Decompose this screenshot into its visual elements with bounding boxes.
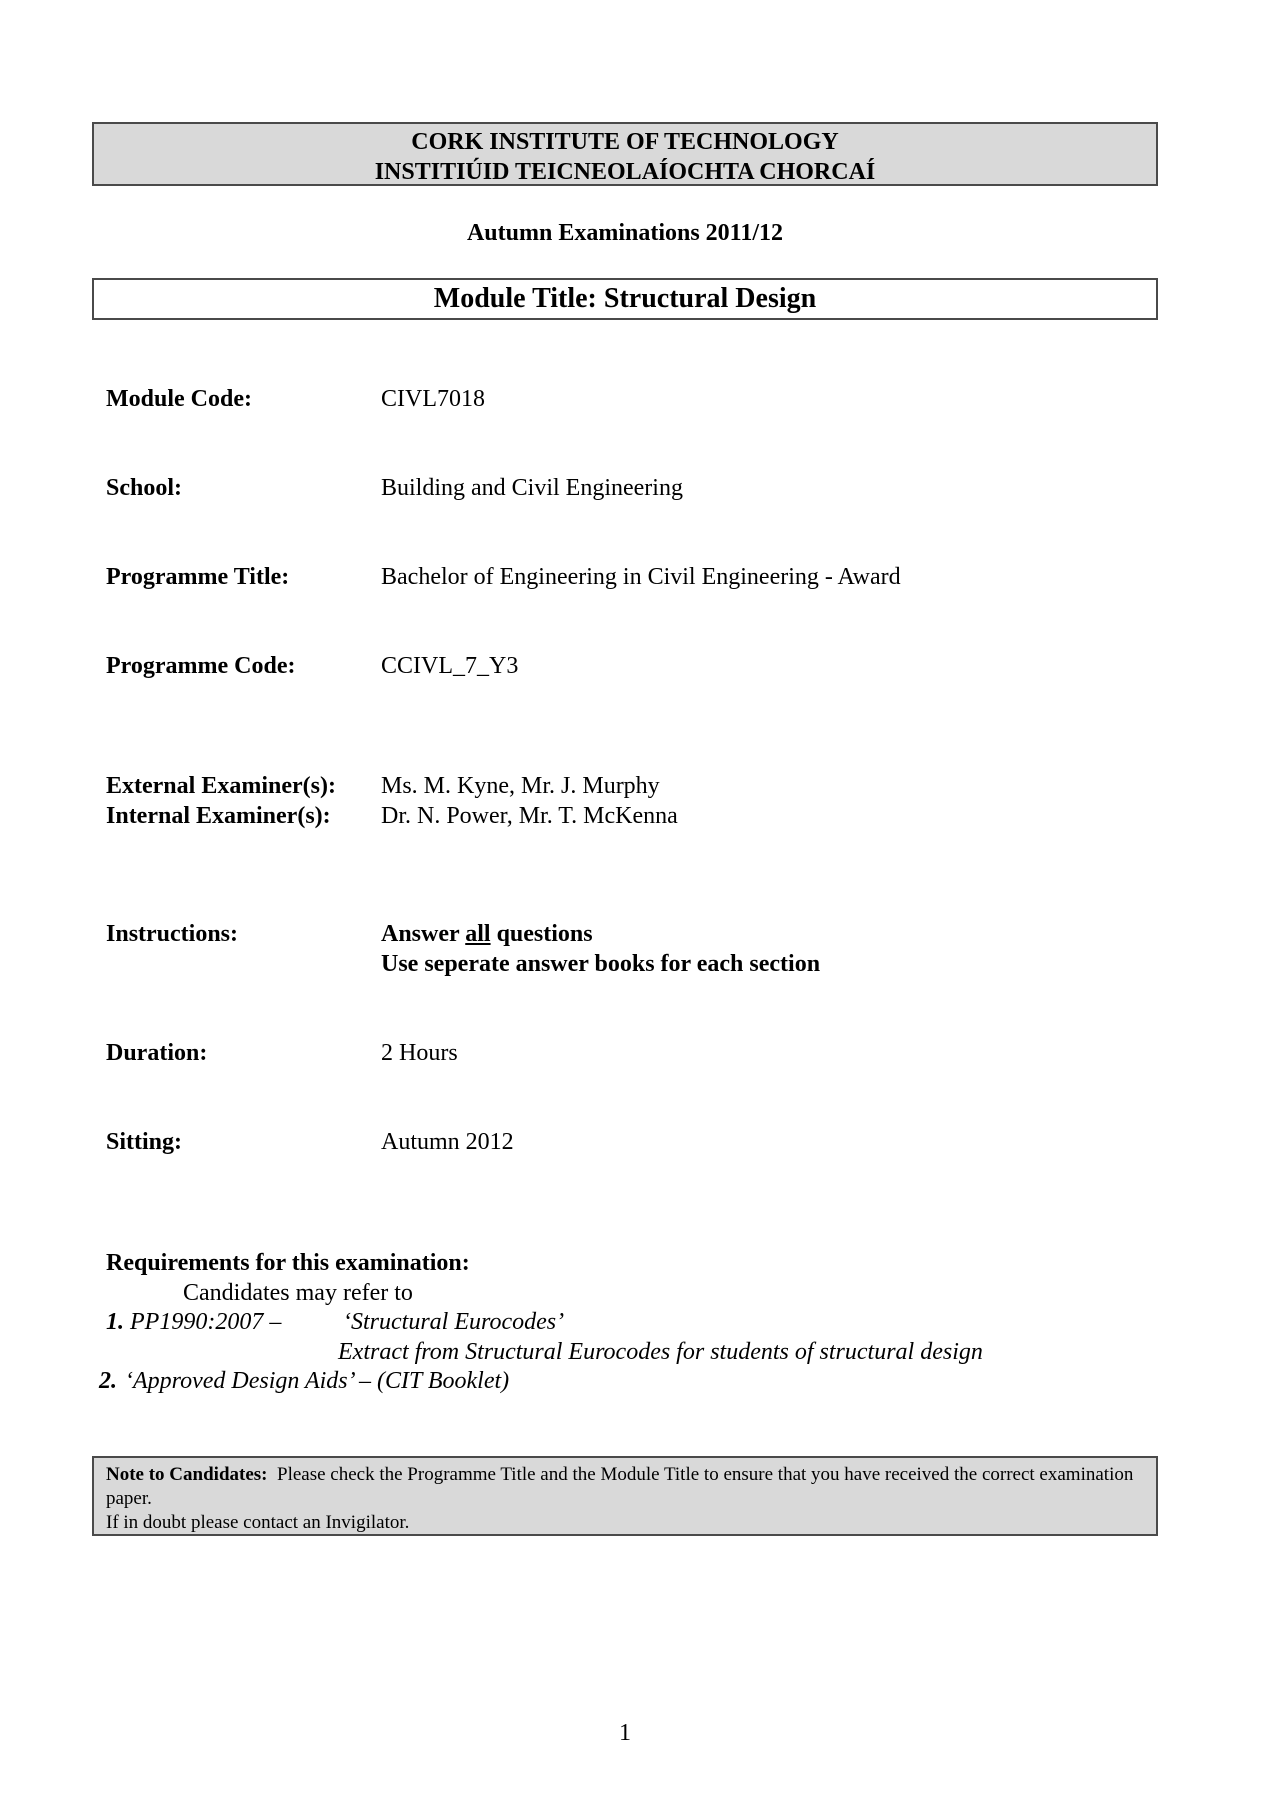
module-title: Module Title: Structural Design [92, 278, 1158, 320]
institute-header-box [92, 122, 1158, 186]
internal-examiners-label: Internal Examiner(s): [106, 803, 331, 829]
requirement-1-title: ‘Structural Eurocodes’ [343, 1309, 565, 1335]
internal-examiners-value: Dr. N. Power, Mr. T. McKenna [381, 803, 678, 829]
school-value: Building and Civil Engineering [381, 475, 683, 501]
external-examiners-label: External Examiner(s): [106, 773, 336, 799]
requirements-intro: Candidates may refer to [183, 1280, 413, 1306]
institute-name-irish: INSTITIÚID TEICNEOLAÍOCHTA CHORCAÍ [374, 159, 876, 185]
sitting-label: Sitting: [106, 1129, 183, 1155]
requirement-1-subtitle: Extract from Structural Eurocodes for students of structural design [338, 1339, 983, 1365]
instructions-line-1-end: questions [490, 921, 593, 947]
note-text [106, 1463, 1144, 1511]
duration-label: Duration: [106, 1040, 208, 1066]
note-line-2: If in doubt please contact an Invigilator. [106, 1512, 410, 1533]
instructions-label: Instructions: [106, 921, 239, 947]
institute-name-english: CORK INSTITUTE OF TECHNOLOGY [411, 129, 839, 155]
requirements-heading: Requirements for this examination: [106, 1250, 470, 1276]
requirement-2-text: ‘Approved Design Aids’ – (CIT Booklet) [125, 1368, 510, 1394]
instructions-emphasis-all: all [465, 921, 491, 947]
instructions-line-1-start: Answer [381, 921, 466, 947]
external-examiners-value: Ms. M. Kyne, Mr. J. Murphy [381, 773, 660, 799]
programme-title-label: Programme Title: [106, 564, 290, 590]
school-label: School: [106, 475, 183, 501]
requirement-2-number: 2. [99, 1368, 117, 1394]
module-code-value: CIVL7018 [381, 386, 485, 412]
page-number: 1 [619, 1720, 631, 1746]
programme-code-value: CCIVL_7_Y3 [381, 653, 519, 679]
programme-title-value: Bachelor of Engineering in Civil Engineering - Award [381, 564, 901, 590]
requirement-1-number: 1. [106, 1309, 124, 1335]
module-code-label: Module Code: [106, 386, 252, 412]
note-to-candidates-box [92, 1456, 1158, 1536]
requirement-1-code: PP1990:2007 – [130, 1309, 282, 1335]
note-label: Note to Candidates: [106, 1464, 268, 1485]
instructions-line-2: Use seperate answer books for each section [381, 951, 821, 977]
instructions-line-1 [381, 919, 593, 949]
note-body: Please check the Programme Title and the Module Title to ensure that you have received the correct examination paper. [106, 1464, 1134, 1509]
exam-period: Autumn Examinations 2011/12 [466, 220, 784, 246]
programme-code-label: Programme Code: [106, 653, 296, 679]
duration-value: 2 Hours [381, 1040, 458, 1066]
sitting-value: Autumn 2012 [381, 1129, 514, 1155]
